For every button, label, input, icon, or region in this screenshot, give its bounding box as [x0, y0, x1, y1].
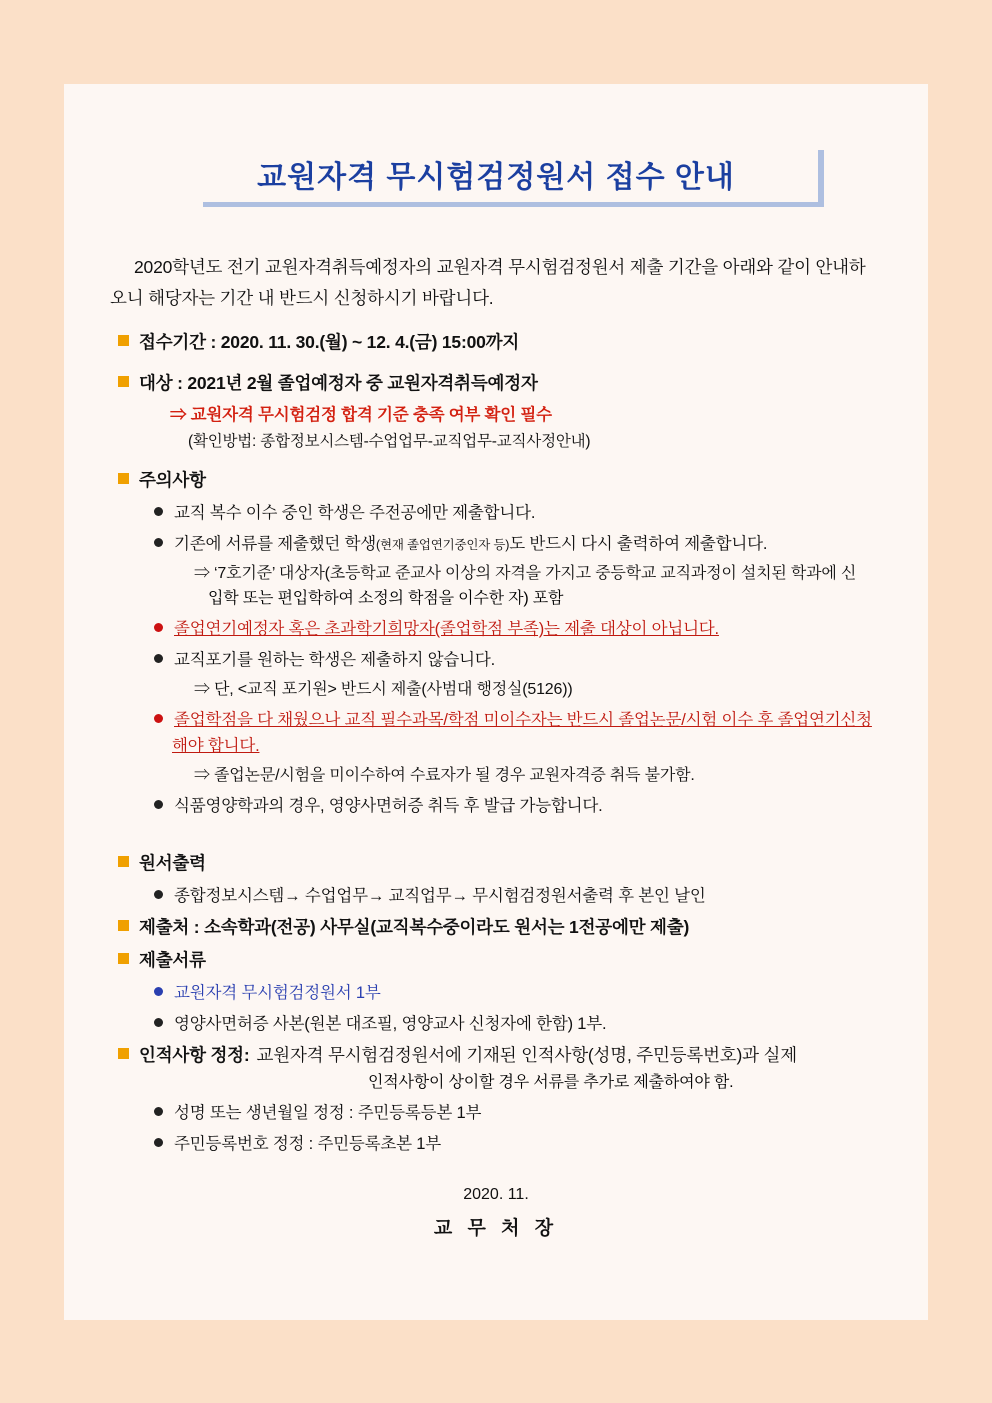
docs-item-1: 교원자격 무시험검정원서 1부 — [174, 984, 381, 1003]
caution-heading: 주의사항 — [139, 470, 206, 491]
square-bullet-icon — [118, 376, 129, 387]
caution-item-2-small: (현재 졸업연기중인자 등) — [376, 538, 510, 553]
caution-item-5-line1: 졸업학점을 다 채웠으나 교직 필수과목/학점 미이수자는 반드시 졸업논문/시험 이수 후 졸업연기신청 — [174, 711, 872, 730]
dot-bullet-icon — [154, 1018, 163, 1027]
dot-bullet-icon — [154, 714, 163, 723]
caution-item-2-tail: 도 반드시 다시 출력하여 제출합니다. — [509, 535, 768, 554]
document-page — [64, 84, 928, 1320]
list-item — [154, 1099, 894, 1123]
list-item — [154, 792, 894, 816]
caution-item-2 — [174, 530, 767, 554]
title-block — [98, 124, 894, 234]
list-item — [154, 882, 894, 906]
title-end-tick — [818, 150, 824, 207]
caution-note-thesis: ⇒ 졸업논문/시험을 미이수하여 수료자가 될 경우 교원자격증 취득 불가함. — [194, 767, 695, 785]
list-item — [154, 1010, 894, 1034]
section-cautions — [98, 467, 894, 816]
list-item — [154, 646, 894, 670]
issue-date: 2020. 11. — [463, 1186, 529, 1204]
square-bullet-icon — [118, 856, 129, 867]
dot-bullet-icon — [154, 507, 163, 516]
caution-item-3: 졸업연기예정자 혹은 초과학기희망자(졸업학점 부족)는 제출 대상이 아닙니다. — [174, 620, 719, 639]
list-item — [154, 615, 894, 639]
section-target — [98, 370, 894, 451]
square-bullet-icon — [118, 920, 129, 931]
dot-bullet-icon — [154, 890, 163, 899]
dot-bullet-icon — [154, 654, 163, 663]
list-item — [154, 706, 894, 730]
list-item — [154, 530, 894, 554]
caution-item-6: 식품영양학과의 경우, 영양사면허증 취득 후 발급 가능합니다. — [174, 797, 603, 816]
docs-item-2: 영양사면허증 사본(원본 대조필, 영양교사 신청자에 한함) 1부. — [174, 1015, 607, 1034]
target-text: 대상 : 2021년 2월 졸업예정자 중 교원자격취득예정자 — [139, 373, 538, 394]
caution-note-abandon: ⇒ 단, <교직 포기원> 반드시 제출(사범대 행정실(5126)) — [194, 681, 573, 699]
target-arrow-note: ⇒ 교원자격 무시험검정 합격 기준 충족 여부 확인 필수 — [170, 406, 552, 425]
section-correction — [98, 1042, 894, 1154]
dot-bullet-icon — [154, 1107, 163, 1116]
list-item — [154, 499, 894, 523]
dot-bullet-icon — [154, 623, 163, 632]
print-path: 종합정보시스템→ 수업업무→ 교직업무→ 무시험검정원서출력 후 본인 날인 — [174, 887, 706, 906]
caution-item-5-line2: 해야 합니다. — [172, 737, 260, 756]
signature-block — [98, 1180, 894, 1246]
square-bullet-icon — [118, 1048, 129, 1059]
correction-item-1: 성명 또는 생년월일 정정 : 주민등록등본 1부 — [174, 1104, 482, 1123]
intro-paragraph: 2020학년도 전기 교원자격취득예정자의 교원자격 무시험검정원서 제출 기간을 아래와 같이 안내하오니 해당자는 기간 내 반드시 신청하시기 바랍니다. — [110, 257, 866, 308]
correction-label: 인적사항 정정: — [139, 1045, 250, 1066]
section-print — [98, 850, 894, 906]
dot-bullet-icon — [154, 538, 163, 547]
section-period — [98, 329, 894, 354]
submit-place-text: 제출처 : 소속학과(전공) 사무실(교직복수중이라도 원서는 1전공에만 제출) — [139, 917, 690, 938]
caution-item-1: 교직 복수 이수 중인 학생은 주전공에만 제출합니다. — [174, 504, 536, 523]
caution-note-7ho-line2: 입학 또는 편입학하여 소정의 학점을 이수한 자) 포함 — [208, 590, 564, 608]
correction-text-2: 인적사항이 상이할 경우 서류를 추가로 제출하여야 함. — [368, 1074, 734, 1092]
section-documents — [98, 947, 894, 1034]
issuing-office: 교 무 처 장 — [433, 1217, 559, 1239]
list-item — [154, 1130, 894, 1154]
target-check-method: (확인방법: 종합정보시스템-수업업무-교직업무-교직사정안내) — [188, 433, 591, 451]
correction-item-2: 주민등록번호 정정 : 주민등록초본 1부 — [174, 1135, 441, 1154]
dot-bullet-icon — [154, 987, 163, 996]
page-title: 교원자격 무시험검정원서 접수 안내 — [257, 161, 735, 194]
period-text: 접수기간 : 2020. 11. 30.(월) ~ 12. 4.(금) 15:00까지 — [139, 332, 520, 353]
list-item — [154, 979, 894, 1003]
dot-bullet-icon — [154, 800, 163, 809]
square-bullet-icon — [118, 953, 129, 964]
dot-bullet-icon — [154, 1138, 163, 1147]
section-submit-place — [98, 914, 894, 939]
title-underline-rule — [203, 202, 823, 207]
correction-text-1: 교원자격 무시험검정원서에 기재된 인적사항(성명, 주민등록번호)과 실제 — [256, 1045, 797, 1066]
caution-item-4: 교직포기를 원하는 학생은 제출하지 않습니다. — [174, 651, 495, 670]
caution-note-7ho-line1: ⇒ ‘7호기준’ 대상자(초등학교 준교사 이상의 자격을 가지고 중등학교 교직과정이 설치된 학과에 신 — [194, 565, 857, 583]
square-bullet-icon — [118, 335, 129, 346]
square-bullet-icon — [118, 473, 129, 484]
caution-item-2-main: 기존에 서류를 제출했던 학생 — [174, 535, 377, 554]
docs-heading: 제출서류 — [139, 950, 206, 971]
print-heading: 원서출력 — [139, 853, 206, 874]
